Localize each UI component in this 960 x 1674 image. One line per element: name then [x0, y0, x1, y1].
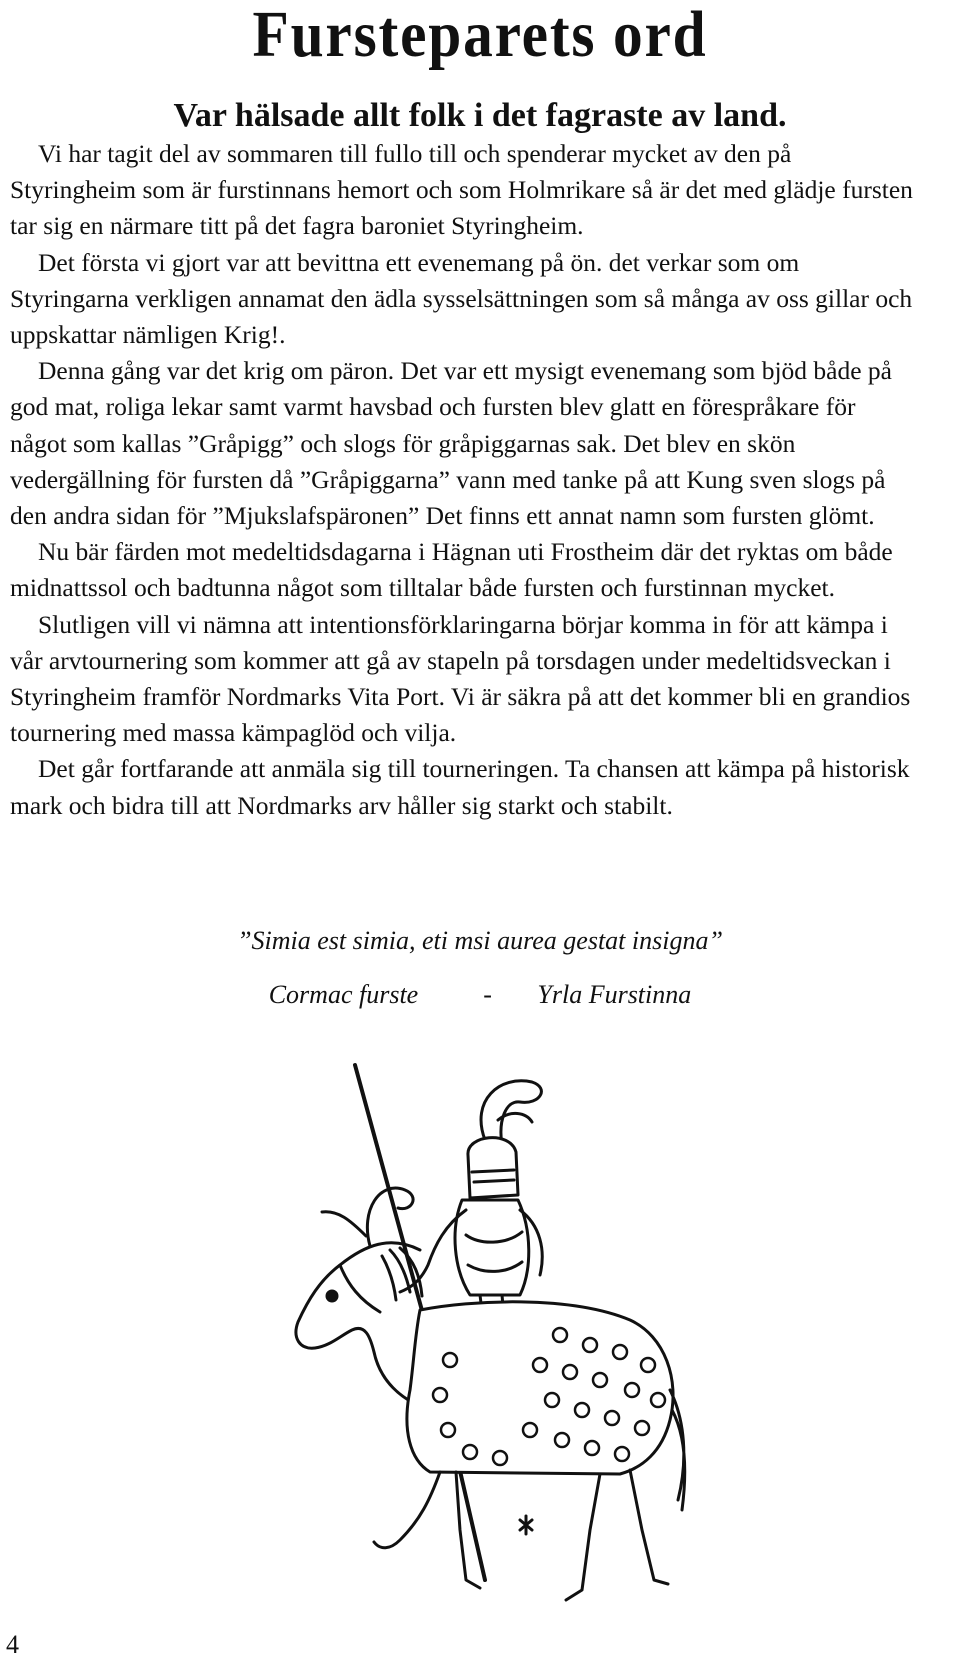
page-title: Fursteparets ord: [252, 0, 708, 71]
signature-separator: -: [483, 980, 492, 1009]
knight-on-horse-illustration: [270, 1060, 690, 1630]
paragraph-intro: Vi har tagit del av sommaren till fullo till och spenderar mycket av den på Styringheim som är furstinnans hemort och som Holmrikare så är det med glädje fursten tar sig en närmare titt på det fagra baroniet Styringheim.: [10, 139, 913, 241]
signature-line: [0, 978, 960, 1012]
paragraph-pear-war: Denna gång var det krig om päron. Det var ett mysigt evenemang som bjöd både på god mat, roliga lekar samt varmt havsbad och fursten blev glatt en förespråkare för något som kallas ”Gråpigg” och slogs för gråpiggarnas sak. Det blev en skön vedergällning för fursten då ”Gråpiggarna” vann med tanke på att Kung sven slogs på den andra sidan för ”Mjukslafspäronen” Det finns ett annat namn som fursten glömt.: [10, 356, 893, 531]
paragraph-event: Det första vi gjort var att bevittna ett evenemang på ön. det verkar som om Styringarna verkligen annamat den ädla sysselsättningen som så många av oss gillar och uppskattar nämligen Krig!.: [10, 247, 913, 350]
paragraph-tournament: Slutligen vill vi nämna att intentionsförklaringarna börjar komma in för att kämpa i vår arvtournering som kommer att gå av stapeln på torsdagen under medeltidsveckan i Styringheim framför Nordmarks Vita Port. Vi är säkra på att det kommer bli en grandios tournering med massa kämpaglöd och vilja.: [10, 609, 911, 748]
signature-princess: Yrla Furstinna: [537, 980, 692, 1009]
page-number: 4: [6, 1630, 19, 1659]
paragraph-journey: Nu bär färden mot medeltidsdagarna i Hägnan uti Frostheim där det ryktas om både midnattssol och badtunna något som tilltalar både fursten och furstinnan mycket.: [10, 537, 893, 603]
paragraph-registration: Det går fortfarande att anmäla sig till tourneringen. Ta chansen att kämpa på historisk mark och bidra till att Nordmarks arv håller sig starkt och stabilt.: [10, 754, 910, 820]
greeting-heading: Var hälsade allt folk i det fagraste av land.: [173, 97, 787, 134]
signature-prince: Cormac furste: [268, 980, 419, 1009]
article-body: [10, 136, 915, 824]
latin-motto: ”Simia est simia, eti msi aurea gestat insigna”: [237, 926, 723, 955]
